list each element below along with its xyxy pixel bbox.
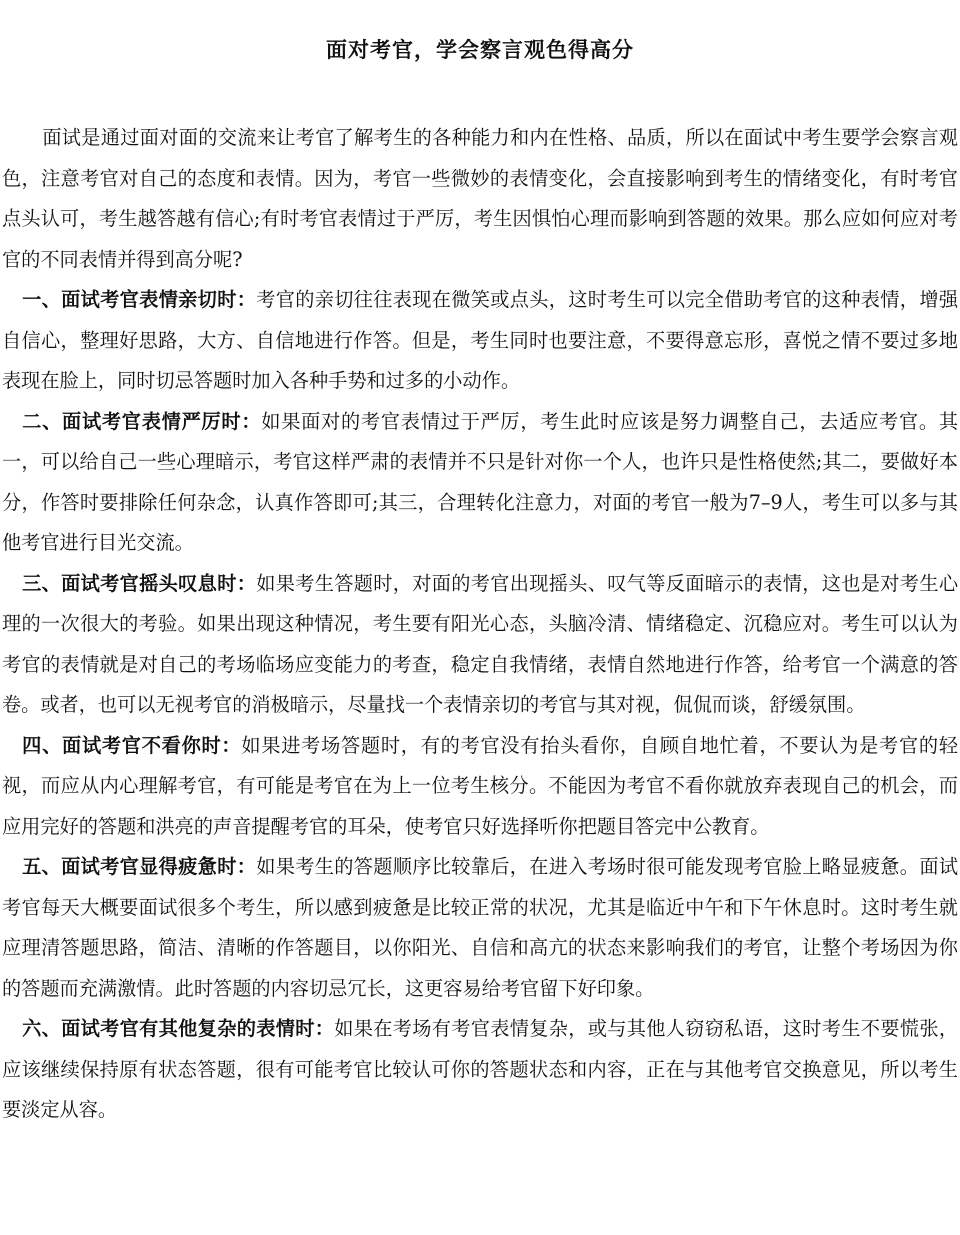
document-body (2, 118, 958, 1131)
section-heading: 四、面试考官不看你时： (22, 733, 242, 757)
section-paragraph-2 (2, 402, 958, 564)
section-heading: 三、面试考官摇头叹息时： (22, 571, 257, 595)
section-text: 如果考生的答题顺序比较靠后，在进入考场时很可能发现考官脸上略显疲惫。面试考官每天大概要面试很多个考生，所以感到疲惫是比较正常的状况，尤其是临近中午和下午休息时。这时考生就应理清答题思路，简洁、清晰的作答题目，以你阳光、自信和高亢的状态来影响我们的考官，让整个考场因为你的答题而充满激情。此时答题的内容切忌冗长，这更容易给考官留下好印象。 (2, 855, 959, 1000)
section-text: 如果考生答题时，对面的考官出现摇头、叹气等反面暗示的表情，这也是对考生心理的一次很大的考验。如果出现这种情况，考生要有阳光心态，头脑冷清、情绪稳定、沉稳应对。考生可以认为考官的表情就是对自己的考场临场应变能力的考查，稳定自我情绪，表情自然地进行作答，给考官一个满意的答卷。或者，也可以无视考官的消极暗示，尽量找一个表情亲切的考官与其对视，侃侃而谈，舒缓氛围。 (2, 571, 959, 716)
section-text: 如果进考场答题时，有的考官没有抬头看你，自顾自地忙着，不要认为是考官的轻视，而应从内心理解考官，有可能是考官在为上一位考生核分。不能因为考官不看你就放弃表现自己的机会，而应用完好的答题和洪亮的声音提醒考官的耳朵，使考官只好选择听你把题目答完中公教育。 (2, 733, 959, 838)
section-heading: 五、面试考官显得疲惫时： (22, 855, 257, 878)
section-text: 如果面对的考官表情过于严厉，考生此时应该是努力调整自己，去适应考官。其一，可以给自己一些心理暗示，考官这样严肃的表情并不只是针对你一个人，也许只是性格使然;其二，要做好本分，作答时要排除任何杂念，认真作答即可;其三，合理转化注意力，对面的考官一般为7–9人，考生可以多与其他考官进行目光交流。 (2, 409, 959, 554)
section-paragraph-4 (2, 726, 958, 848)
section-text: 考官的亲切往往表现在微笑或点头，这时考生可以完全借助考官的这种表情，增强自信心，整理好思路，大方、自信地进行作答。但是，考生同时也要注意，不要得意忘形，喜悦之情不要过多地表现在脸上，同时切忌答题时加入各种手势和过多的小动作。 (2, 288, 959, 392)
section-heading: 一、面试考官表情亲切时： (22, 288, 257, 311)
section-heading: 二、面试考官表情严厉时： (22, 409, 262, 433)
section-text: 如果在考场有考官表情复杂，或与其他人窃窃私语，这时考生不要慌张，应该继续保持原有状态答题，很有可能考官比较认可你的答题状态和内容，正在与其他考官交换意见，所以考生要淡定从容。 (2, 1017, 959, 1121)
intro-paragraph: 面试是通过面对面的交流来让考官了解考生的各种能力和内在性格、品质，所以在面试中考生要学会察言观色，注意考官对自己的态度和表情。因为，考官一些微妙的表情变化，会直接影响到考生的情绪变化，有时考官点头认可，考生越答越有信心;有时考官表情过于严厉，考生因惧怕心理而影响到答题的效果。那么应如何应对考官的不同表情并得到高分呢? (2, 126, 958, 271)
section-paragraph-1 (2, 280, 958, 402)
document-title: 面对考官，学会察言观色得高分 (326, 37, 634, 62)
section-paragraph-3 (2, 564, 958, 726)
section-paragraph-6 (2, 1009, 958, 1131)
section-heading: 六、面试考官有其他复杂的表情时： (22, 1017, 335, 1040)
section-paragraph-5 (2, 847, 958, 1009)
